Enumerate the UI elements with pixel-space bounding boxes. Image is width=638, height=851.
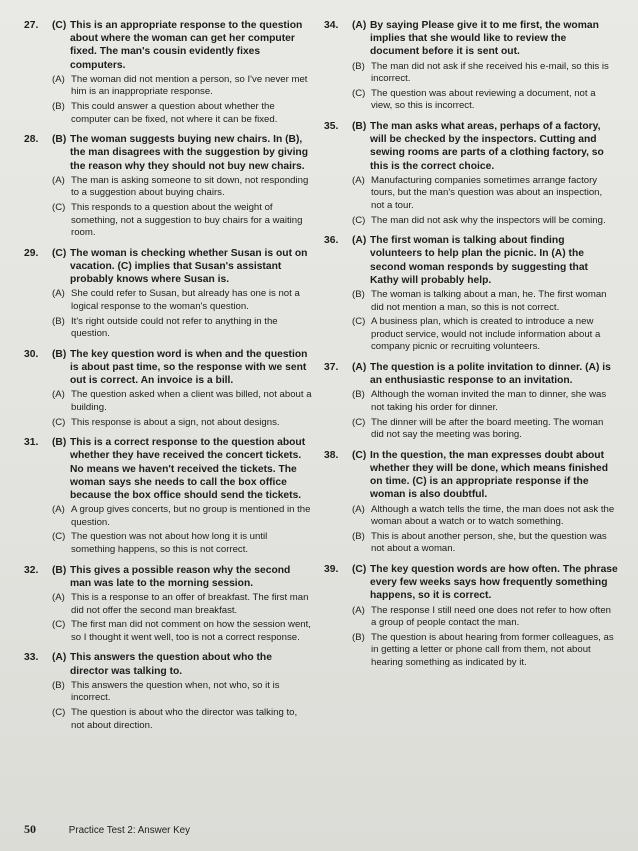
option-note — [352, 316, 618, 354]
answer-item — [324, 361, 618, 442]
answer-explanation — [352, 361, 618, 387]
answer-explanation — [352, 234, 618, 287]
answer-item — [324, 19, 618, 113]
correct-answer: (B) — [352, 120, 367, 132]
option-text: This is about another person, she, but the question was not about a woman. — [371, 530, 607, 555]
option-label: (A) — [52, 389, 65, 401]
correct-answer: (C) — [352, 563, 367, 575]
correct-answer: (B) — [52, 348, 67, 360]
explanation-text: The first woman is talking about finding volunteers to help plan the picnic. In (A) the second woman responds by suggesting that Kathy will probably help. — [370, 235, 588, 286]
correct-answer: (B) — [52, 134, 67, 146]
option-text: The question is about hearing from former colleagues, as in getting a letter or phone call from them, not about hearing something as indicated by it. — [371, 631, 614, 668]
option-note — [52, 101, 312, 126]
option-note — [52, 288, 312, 313]
option-note — [352, 61, 618, 86]
option-note — [352, 88, 618, 113]
option-label: (A) — [52, 591, 65, 603]
correct-answer: (B) — [52, 564, 67, 576]
question-number: 30. — [24, 348, 39, 360]
option-text: Manufacturing companies sometimes arrange factory tours, but the man's question was about an inspection, not a tour. — [371, 174, 603, 211]
option-label: (C) — [52, 416, 66, 428]
option-label: (A) — [52, 288, 65, 300]
option-label: (C) — [352, 416, 366, 428]
answer-explanation — [52, 133, 312, 173]
correct-answer: (C) — [352, 449, 367, 461]
answer-item — [324, 234, 618, 354]
option-text: The man is asking someone to sit down, not responding to a suggestion about buying chairs. — [71, 174, 309, 199]
option-text: Although a watch tells the time, the man does not ask the woman about a watch or to watch something. — [371, 503, 615, 528]
explanation-text: The key question words are how often. The phrase every few weeks says how frequently something happens, so it is correct. — [370, 563, 618, 602]
explanation-text: This answers the question about who the director was talking to. — [70, 652, 272, 677]
option-text: The woman did not mention a person, so I've never met him is an inappropriate response. — [71, 73, 308, 98]
option-note — [352, 215, 618, 228]
option-text: This is a response to an offer of breakfast. The first man did not offer the second man breakfast. — [71, 591, 309, 616]
explanation-text: This is a correct response to the question about whether they have received the concert tickets. No means we haven't received the tickets. The woman says she needs to call the box office because the box office should send the tickets. — [70, 437, 306, 501]
option-text: This could answer a question about whether the computer can be fixed, not where it can be fixed. — [71, 101, 278, 125]
option-note — [52, 175, 312, 200]
option-label: (A) — [352, 503, 365, 515]
option-label: (B) — [52, 101, 65, 112]
option-label: (B) — [352, 530, 365, 542]
explanation-text: This is an appropriate response to the question about where the woman can get her computer fixed. The man's cousin evidently fixes computers. — [70, 20, 303, 71]
option-text: The first man did not comment on how the session went, so I thought it went well, too is not a correct response. — [71, 619, 311, 643]
answer-item — [324, 120, 618, 227]
explanation-text: The key question word is when and the question is about past time, so the response with we sent out is correct. An invoice is a bill. — [70, 348, 308, 387]
page-footer — [24, 822, 190, 837]
option-label: (C) — [52, 201, 66, 213]
option-text: This responds to a question about the weight of something, not a suggestion to buy chairs for a waiting room. — [71, 201, 303, 239]
answer-explanation — [52, 564, 312, 590]
option-text: She could refer to Susan, but already has one is not a logical response to the woman's question. — [71, 288, 300, 312]
option-note — [52, 316, 312, 341]
footer-title: Practice Test 2: Answer Key — [68, 825, 191, 836]
option-note — [352, 504, 618, 529]
answer-explanation — [52, 247, 312, 287]
explanation-text: The question is a polite invitation to dinner. (A) is an enthusiastic response to an invitation. — [370, 361, 611, 387]
answer-item — [24, 564, 312, 645]
page-number: 50 — [24, 822, 36, 836]
explanation-text: The woman suggests buying new chairs. In (B), the man disagrees with the suggestion by giving the reason why they should not buy new chairs. — [70, 134, 309, 172]
option-note — [52, 619, 312, 644]
answer-explanation — [52, 436, 312, 502]
answer-explanation — [352, 120, 618, 173]
option-label: (B) — [52, 679, 65, 691]
option-text: The dinner will be after the board meeting. The woman did not say the meeting was boring. — [371, 416, 604, 441]
correct-answer: (B) — [52, 437, 67, 449]
option-label: (B) — [352, 389, 365, 401]
option-text: The response I still need one does not refer to how often a group of people contact the man. — [371, 604, 611, 629]
option-text: This answers the question when, not who, so it is incorrect. — [71, 679, 280, 704]
question-number: 27. — [24, 20, 39, 31]
answer-item — [24, 651, 312, 732]
option-label: (C) — [352, 87, 366, 99]
answer-explanation — [352, 19, 618, 59]
answer-explanation — [52, 651, 312, 677]
option-text: Although the woman invited the man to dinner, she was not taking his order for dinner. — [371, 389, 607, 413]
option-label: (A) — [352, 174, 365, 186]
option-label: (C) — [352, 214, 366, 226]
option-note — [52, 202, 312, 240]
answer-explanation — [52, 19, 312, 72]
question-number: 35. — [324, 120, 339, 132]
option-note — [52, 74, 312, 99]
option-label: (B) — [52, 315, 65, 327]
option-note — [52, 504, 312, 529]
option-text: The man did not ask why the inspectors will be coming. — [371, 214, 606, 226]
option-text: The question is about who the director was talking to, not about direction. — [71, 706, 298, 731]
right-column — [324, 19, 618, 677]
answer-explanation — [352, 449, 618, 502]
question-number: 39. — [324, 563, 339, 575]
answer-explanation — [52, 348, 312, 388]
correct-answer: (A) — [52, 652, 67, 664]
option-label: (A) — [352, 604, 365, 616]
question-number: 32. — [24, 564, 39, 576]
answer-item — [24, 436, 312, 556]
option-text: The man did not ask if she received his e-mail, so this is incorrect. — [371, 60, 609, 85]
option-label: (B) — [352, 631, 365, 643]
option-label: (A) — [52, 174, 65, 186]
question-number: 34. — [324, 20, 339, 31]
correct-answer: (A) — [352, 235, 367, 247]
option-note — [52, 531, 312, 556]
option-label: (C) — [52, 531, 66, 543]
option-label: (A) — [52, 504, 65, 516]
option-label: (B) — [352, 60, 365, 72]
correct-answer: (A) — [352, 20, 367, 31]
question-number: 36. — [324, 235, 339, 247]
explanation-text: This gives a possible reason why the second man was late to the morning session. — [70, 564, 291, 589]
left-column — [24, 19, 312, 739]
option-label: (A) — [52, 73, 65, 85]
explanation-text: By saying Please give it to me first, the woman implies that she would like to review the document before it is sent out. — [370, 20, 599, 58]
question-number: 29. — [24, 247, 39, 259]
option-note — [52, 417, 312, 430]
option-note — [352, 531, 618, 556]
option-text: The question asked when a client was billed, not about a building. — [71, 389, 312, 413]
option-label: (C) — [52, 706, 66, 718]
option-note — [52, 680, 312, 705]
option-label: (B) — [352, 288, 365, 300]
correct-answer: (A) — [352, 361, 367, 373]
option-label: (C) — [352, 316, 366, 328]
option-text: A business plan, which is created to introduce a new product service, would not include information about a company picnic or recruiting volunteers. — [371, 316, 601, 353]
question-number: 28. — [24, 134, 39, 146]
option-text: A group gives concerts, but no group is mentioned in the question. — [71, 504, 311, 528]
answer-item — [24, 348, 312, 429]
answer-item — [324, 449, 618, 556]
option-note — [52, 707, 312, 732]
option-note — [352, 289, 618, 314]
question-number: 33. — [24, 652, 39, 664]
option-note — [352, 632, 618, 670]
answer-item — [24, 247, 312, 341]
question-number: 38. — [324, 449, 339, 461]
answer-explanation — [352, 563, 618, 603]
answer-item — [24, 133, 312, 240]
option-text: It's right outside could not refer to anything in the question. — [71, 315, 278, 340]
option-label: (C) — [52, 619, 66, 631]
explanation-text: The woman is checking whether Susan is out on vacation. (C) implies that Susan's assistant probably knows where Susan is. — [70, 247, 308, 286]
question-number: 31. — [24, 437, 39, 449]
explanation-text: In the question, the man expresses doubt about whether they will be done, which means finished on time. (C) is an appropriate response if the woman is also doubtful. — [370, 449, 609, 501]
option-text: The question was not about how long it is until something happens, so this is not correct. — [71, 531, 268, 555]
option-text: This response is about a sign, not about designs. — [71, 416, 280, 428]
option-note — [352, 389, 618, 414]
option-note — [352, 417, 618, 442]
correct-answer: (C) — [52, 247, 67, 259]
option-note — [52, 592, 312, 617]
option-text: The question was about reviewing a document, not a view, so this is incorrect. — [371, 87, 596, 112]
question-number: 37. — [324, 361, 339, 373]
answer-item — [324, 563, 618, 670]
option-note — [52, 389, 312, 414]
answer-item — [24, 19, 312, 126]
option-note — [352, 605, 618, 630]
correct-answer: (C) — [52, 20, 67, 31]
option-text: The woman is talking about a man, he. The first woman did not mention a man, so this is not correct. — [371, 288, 607, 313]
option-note — [352, 175, 618, 213]
explanation-text: The man asks what areas, perhaps of a factory, will be checked by the inspectors. Cutting and sewing rooms are parts of a clothing factory, so this is the correct choice. — [370, 120, 604, 172]
